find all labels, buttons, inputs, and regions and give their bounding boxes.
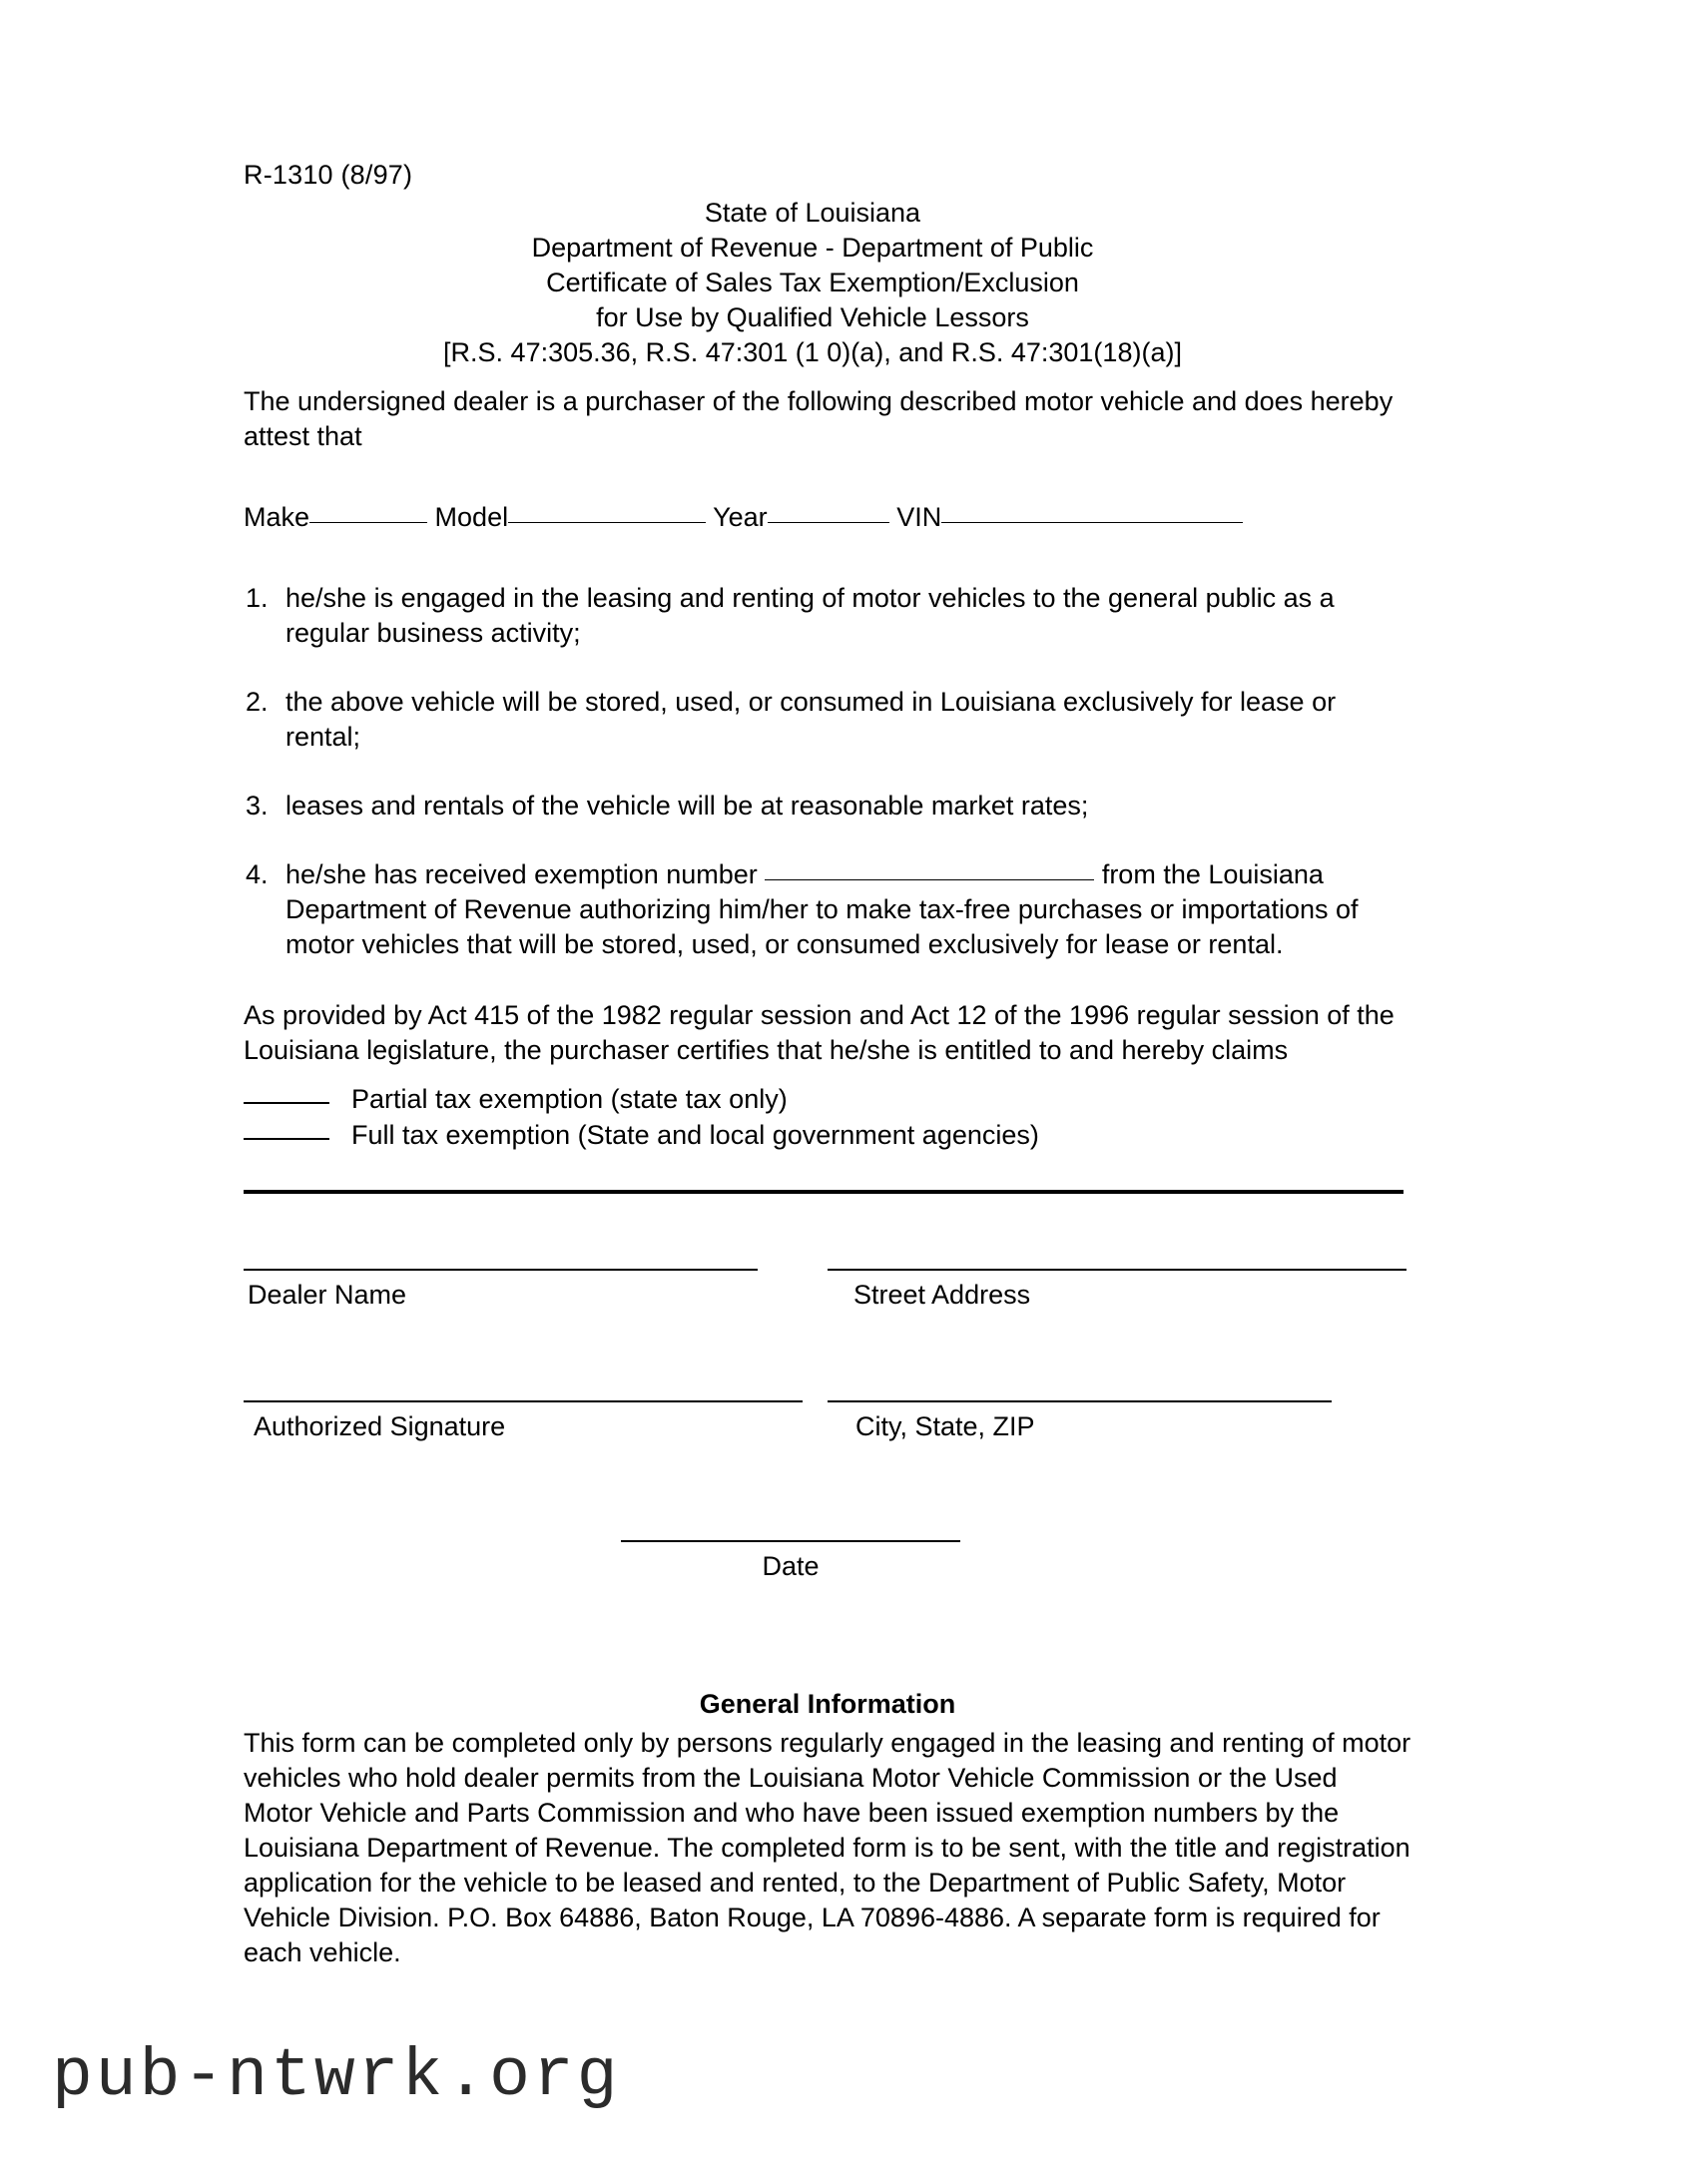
date-blank[interactable] [621, 1539, 960, 1542]
dealer-name-blank[interactable] [244, 1268, 758, 1271]
street-address-field [828, 1268, 1407, 1311]
exemption-number-blank[interactable] [765, 878, 1094, 880]
attestation-marker-4: 4. [246, 859, 269, 889]
attestation-item-4 [244, 857, 1402, 962]
attestation-list [244, 581, 1402, 962]
year-input-blank[interactable] [768, 521, 889, 523]
act-paragraph: As provided by Act 415 of the 1982 regular session and Act 12 of the 1996 regular session of the Louisiana legislature, the purchaser certifies that he/she is entitled to and hereby claims [244, 1000, 1395, 1065]
attestation-item-2 [244, 685, 1402, 755]
attestation-marker-2: 2. [246, 687, 269, 717]
title-line-usage: for Use by Qualified Vehicle Lessors [596, 302, 1029, 332]
city-state-zip-field [828, 1399, 1332, 1442]
signature-row-1 [244, 1268, 1421, 1581]
attestation-item-1 [244, 581, 1402, 651]
model-label: Model [434, 502, 509, 532]
title-line-state: State of Louisiana [704, 198, 921, 228]
vin-input-blank[interactable] [941, 521, 1243, 523]
attestation-marker-1: 1. [246, 583, 269, 613]
document-main-content [244, 384, 1402, 1068]
attestation-item-3 [244, 789, 1402, 823]
authorized-signature-label: Authorized Signature [254, 1411, 506, 1441]
title-line-certificate: Certificate of Sales Tax Exemption/Exclusion [546, 268, 1079, 297]
intro-paragraph: The undersigned dealer is a purchaser of the following described motor vehicle and does hereby attest that [244, 386, 1394, 451]
full-exemption-label: Full tax exemption (State and local government agencies) [351, 1120, 1039, 1150]
general-information-section [244, 1687, 1411, 1970]
year-label: Year [713, 502, 768, 532]
site-watermark: pub-ntwrk.org [52, 2038, 621, 2115]
exemption-choice-full[interactable] [244, 1117, 1039, 1153]
street-address-label: Street Address [853, 1280, 1031, 1310]
general-information-body: This form can be completed only by persons regularly engaged in the leasing and renting of motor vehicles who hold dealer permits from the Louisiana Motor Vehicle Commission or the Used Motor Vehicle and Parts Commission and who have been issued exemption numbers by the Louisiana Department of Revenue. The completed form is to be sent, with the title and registration application for the vehicle to be leased and rented, to the Department of Public Safety, Motor Vehicle Division. P.O. Box 64886, Baton Rouge, LA 70896-4886. A separate form is required for each vehicle. [244, 1728, 1411, 1967]
general-information-heading: General Information [699, 1689, 956, 1719]
partial-exemption-label: Partial tax exemption (state tax only) [351, 1084, 788, 1114]
attestation-text-2: the above vehicle will be stored, used, or consumed in Louisiana exclusively for lease or rental; [285, 687, 1337, 752]
full-exemption-blank[interactable] [244, 1137, 329, 1140]
attestation-text-1: he/she is engaged in the leasing and renting of motor vehicles to the general public as a regular business activity; [285, 583, 1335, 648]
date-label: Date [762, 1551, 820, 1581]
model-input-blank[interactable] [508, 521, 706, 523]
attestation-marker-3: 3. [246, 791, 269, 820]
attestation-4-text-after: from the Louisiana Department of Revenue authorizing him/her to make tax-free purchases or importations of motor vehicles that will be stored, used, or consumed exclusively for lease or rental. [285, 859, 1359, 959]
attestation-text-4 [285, 859, 1359, 959]
make-label: Make [244, 502, 310, 532]
signature-section [244, 1268, 1421, 1581]
city-state-zip-blank[interactable] [828, 1399, 1332, 1402]
exemption-choices [244, 1081, 1039, 1153]
attestation-4-text-before: he/she has received exemption number [285, 859, 758, 889]
title-line-department: Department of Revenue - Department of Public [531, 233, 1094, 263]
date-field [621, 1539, 960, 1582]
exemption-choice-partial[interactable] [244, 1081, 1039, 1117]
city-state-zip-label: City, State, ZIP [855, 1411, 1035, 1441]
section-divider [244, 1190, 1404, 1194]
document-title-block [244, 196, 1382, 370]
attestation-text-3: leases and rentals of the vehicle will be at reasonable market rates; [285, 791, 1089, 820]
authorized-signature-blank[interactable] [244, 1399, 803, 1402]
make-input-blank[interactable] [309, 521, 427, 523]
dealer-name-label: Dealer Name [248, 1280, 407, 1310]
vehicle-fields-row [244, 500, 1402, 535]
authorized-signature-field [244, 1399, 803, 1442]
title-line-statute-citation: [R.S. 47:305.36, R.S. 47:301 (1 0)(a), and R.S. 47:301(18)(a)] [443, 337, 1182, 367]
form-number: R-1310 (8/97) [244, 160, 413, 190]
vin-label: VIN [896, 502, 942, 532]
partial-exemption-blank[interactable] [244, 1101, 329, 1104]
dealer-name-field [244, 1268, 758, 1311]
street-address-blank[interactable] [828, 1268, 1407, 1271]
